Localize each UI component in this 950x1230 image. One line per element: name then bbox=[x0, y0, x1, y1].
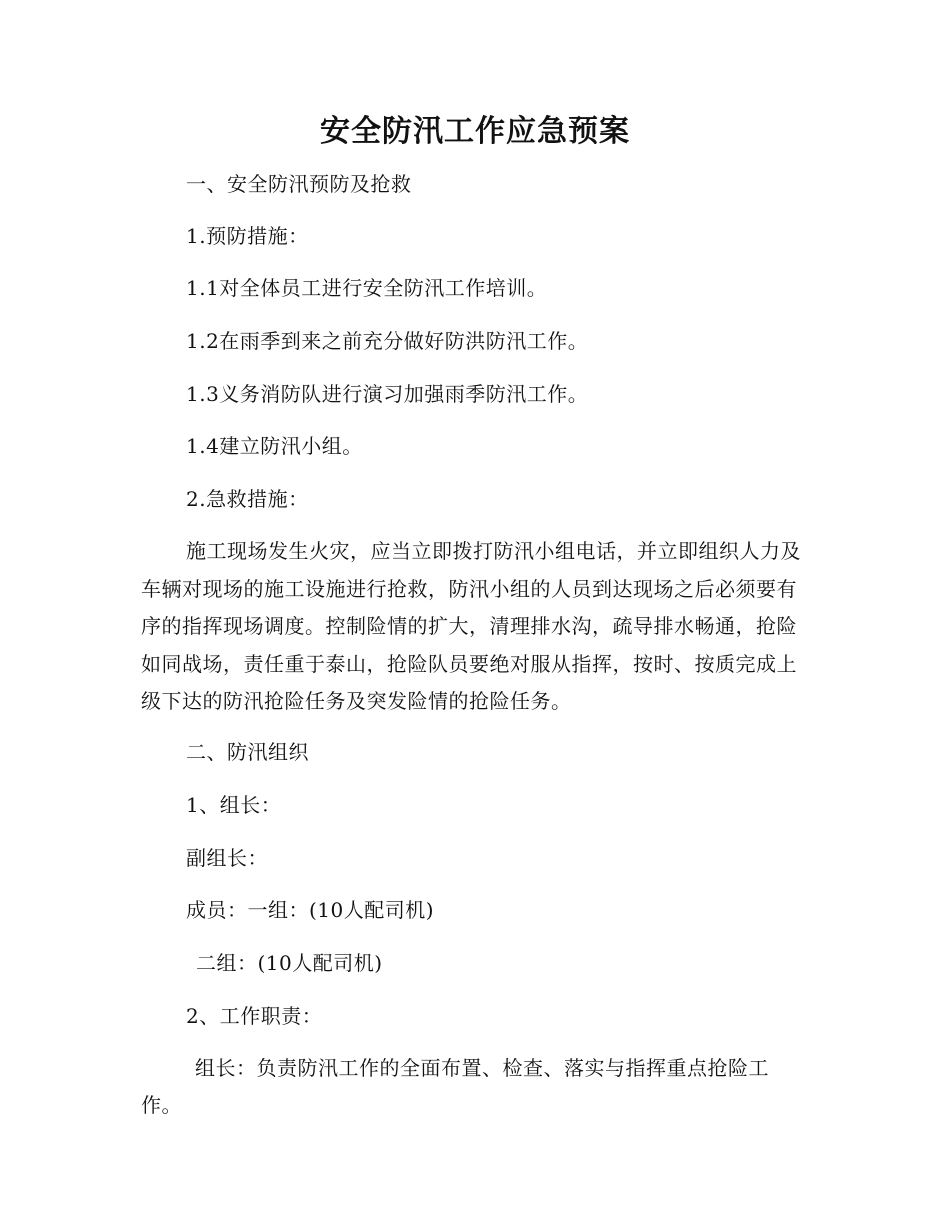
rescue-heading: 2.急救措施： bbox=[186, 487, 309, 511]
org-leader: 1、组长： bbox=[186, 793, 282, 817]
duty-heading: 2、工作职责： bbox=[186, 1004, 323, 1028]
org-members-group-1: 成员：一组：(10人配司机) bbox=[186, 898, 435, 922]
section-heading-1: 一、安全防汛预防及抢救 bbox=[186, 172, 412, 196]
org-members-group-2: 二组：(10人配司机) bbox=[196, 951, 383, 975]
document-title: 安全防汛工作应急预案 bbox=[320, 114, 630, 149]
org-deputy: 副组长： bbox=[186, 846, 268, 870]
rescue-paragraph: 施工现场发生火灾，应当立即拨打防汛小组电话，并立即组织人力及车辆对现场的施工设施进行抢救，防汛小组的人员到达现场之后必须要有序的指挥现场调度。控制险情的扩大，清理排水沟，疏导排水畅通，抢险如同战场，责任重于泰山，抢险队员要绝对服从指挥，按时、按质完成上级下达的防汛抢险任务及突发险情的抢险任务。 bbox=[141, 539, 801, 714]
duty-leader-paragraph: 组长：负责防汛工作的全面布置、检查、落实与指挥重点抢险工作。 bbox=[141, 1056, 769, 1117]
prevention-item-1: 1.1对全体员工进行安全防汛工作培训。 bbox=[186, 276, 548, 300]
section-heading-2: 二、防汛组织 bbox=[186, 740, 309, 764]
prevention-item-3: 1.3义务消防队进行演习加强雨季防汛工作。 bbox=[186, 382, 589, 406]
prevention-item-2: 1.2在雨季到来之前充分做好防洪防汛工作。 bbox=[186, 329, 589, 353]
prevention-item-4: 1.4建立防汛小组。 bbox=[186, 434, 363, 458]
prevention-heading: 1.预防措施： bbox=[186, 224, 309, 248]
